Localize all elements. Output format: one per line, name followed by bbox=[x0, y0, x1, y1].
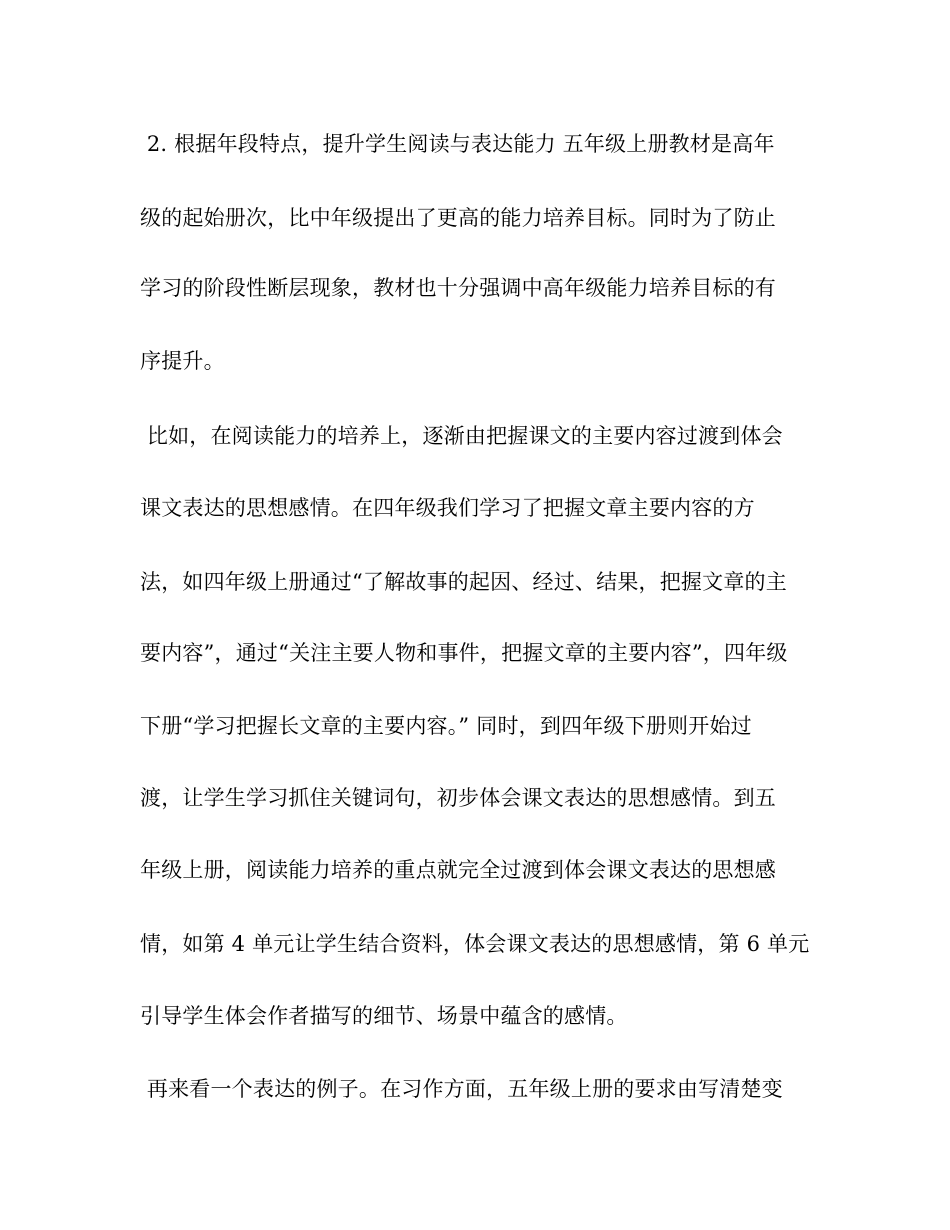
text-line: 再来看一个表达的例子。在习作方面，五年级上册的要求由写清楚变 bbox=[140, 1077, 783, 1101]
text-line: 法，如四年级上册通过“了解故事的起因、经过、结果，把握文章的主 bbox=[140, 570, 787, 594]
text-line: 级的起始册次，比中年级提出了更高的能力培养目标。同时为了防止 bbox=[140, 206, 776, 230]
text-line: 年级上册，阅读能力培养的重点就完全过渡到体会课文表达的思想感 bbox=[140, 858, 776, 882]
text-line: 情，如第 4 单元让学生结合资料，体会课文表达的思想感情，第 6 单元 bbox=[140, 932, 810, 956]
text-line: 比如，在阅读能力的培养上，逐渐由把握课文的主要内容过渡到体会 bbox=[140, 424, 783, 448]
text-line: 要内容”，通过“关注主要人物和事件，把握文章的主要内容”，四年级 bbox=[140, 641, 788, 665]
text-line: 课文表达的思想感情。在四年级我们学习了把握文章主要内容的方 bbox=[140, 496, 755, 520]
text-line: 引导学生体会作者描写的细节、场景中蕴含的感情。 bbox=[140, 1004, 628, 1028]
text-line: 2. 根据年段特点，提升学生阅读与表达能力 五年级上册教材是高年 bbox=[140, 132, 775, 156]
text-line: 学习的阶段性断层现象，教材也十分强调中高年级能力培养目标的有 bbox=[140, 276, 776, 300]
text-line: 序提升。 bbox=[140, 349, 225, 373]
text-line: 渡，让学生学习抓住关键词句，初步体会课文表达的思想感情。到五 bbox=[140, 786, 776, 810]
text-line: 下册“学习把握长文章的主要内容。” 同时，到四年级下册则开始过 bbox=[140, 714, 752, 738]
